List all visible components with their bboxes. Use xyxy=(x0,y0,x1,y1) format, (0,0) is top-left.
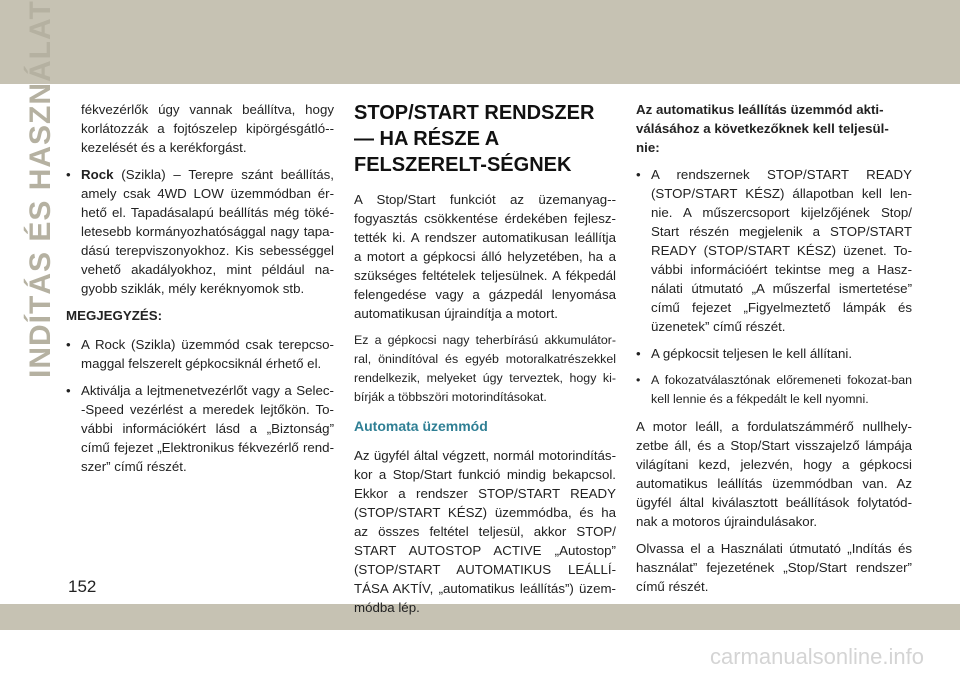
note-text: Aktiválja a lejtmenetvezérlőt vagy a Selec--Speed vezérlést a meredek lejtőkön. To-vábbi információkért lásd a „Biztonság” című fejezet „Elektronikus fékvezérlő rend-szer” című részét. xyxy=(81,383,334,474)
bullet-dot: • xyxy=(66,167,71,182)
intro-paragraph: A Stop/Start funkciót az üzemanyag--fogyasztás csökkentése érdekében fejlesz-tették ki. A rendszer automatikusan leállítja a motort a gépkocsi álló helyzetében, ha a szükséges feltételek teljesülnek. A fékpedál felengedése vagy a gázpedál lenyomása automatikusan újraindítja a motort. xyxy=(354,192,616,321)
section-heading: STOP/START RENDSZER — HA RÉSZE A FELSZERELT-SÉGNEK xyxy=(354,102,595,176)
page-number: 152 xyxy=(68,577,97,596)
condition-item xyxy=(636,165,912,336)
column-left xyxy=(66,100,334,484)
rock-bullet xyxy=(66,165,334,298)
note-item xyxy=(66,381,334,476)
bullet-dot: • xyxy=(636,373,641,387)
condition-item xyxy=(636,344,912,363)
column-right xyxy=(636,100,912,604)
header-band xyxy=(0,0,960,84)
bullet-dot: • xyxy=(636,167,641,182)
bullet-dot: • xyxy=(66,383,71,398)
auto-mode-heading: Automata üzemmód xyxy=(354,418,488,434)
reference-paragraph: Olvassa el a Használati útmutató „Indítás és használat” fejezetének „Stop/Start rendszer” című részét. xyxy=(636,541,912,594)
conditions-intro: Az automatikus leállítás üzemmód akti-válásához a következőknek kell teljesül-nie: xyxy=(636,102,889,155)
condition-text: A gépkocsit teljesen le kell állítani. xyxy=(651,346,853,361)
note-text: A Rock (Szikla) üzemmód csak terepcso-maggal felszerelt gépkocsiknál érhető el. xyxy=(81,337,334,371)
rock-label: Rock xyxy=(81,167,114,182)
condition-item xyxy=(636,371,912,409)
bullet-dot: • xyxy=(66,337,71,352)
engine-stop-paragraph: A motor leáll, a fordulatszámmérő nullhely-zetbe áll, és a Stop/Start visszajelző lámpája világítani kezd, jelezvén, hogy a gépkocsi automatikus leállítás üzemmódban van. Az ügyfél által kiválasztott beállítások folytatód-nak a motoros újraindulásakor. xyxy=(636,419,912,529)
column-middle xyxy=(354,100,616,625)
condition-text: A fokozatválasztónak előremeneti fokozat-ban kell lennie és a fékpedált le kell nyomni. xyxy=(651,373,912,406)
chapter-side-title: INDÍTÁS ÉS HASZNÁLAT xyxy=(24,0,57,378)
bullet-dot: • xyxy=(636,346,641,361)
continuation-text: fékvezérlők úgy vannak beállítva, hogy korlátozzák a fojtószelep kipörgésgátló--kezelését és a kerékforgást. xyxy=(81,102,334,155)
rock-text: (Szikla) – Terepre szánt beállítás, amely csak 4WD LOW üzemmódban ér-hető el. Tapadásalapú beállítás még töké-letesebb kormányozhatósággal nagy tapa-dású terepviszonyokhoz. Kis sebességgel vehető akadályokhoz, mint például na-gyobb sziklák, mély keréknyomok stb. xyxy=(81,167,334,296)
watermark: carmanualsonline.info xyxy=(709,644,924,669)
battery-paragraph: Ez a gépkocsi nagy teherbírású akkumulátor-ral, önindítóval és egyéb motoralkatrészekkel rendelkezik, melyeket úgy terveztek, hogy ki-bírják a többszöri motorindításokat. xyxy=(354,333,616,404)
note-item xyxy=(66,335,334,373)
note-heading: MEGJEGYZÉS: xyxy=(66,308,163,323)
condition-text: A rendszernek STOP/START READY (STOP/START KÉSZ) állapotban kell len-nie. A műszercsoport kijelzőjének Stop/ Start részén megjelenik a STOP/START READY (STOP/START KÉSZ) üzenet. To-vábbi információért tekintse meg a Hasz-nálati útmutató „A műszerfal ismertetése” című fejezet „Figyelmeztető lámpák és üzenetek” című részét. xyxy=(651,167,912,334)
auto-mode-paragraph: Az ügyfél által végzett, normál motorindítás-kor a Stop/Start funkció mindig bekapcsol. Ekkor a rendszer STOP/START READY (STOP/START KÉSZ) üzemmódba, és ha az összes feltétel teljesül, akkor STOP/ START AUTOSTOP ACTIVE „Autostop” (STOP/START AUTOMATIKUS LEÁLLÍ-TÁSA AKTÍV, „automatikus leállítás”) üzem-módba lép. xyxy=(354,448,616,615)
